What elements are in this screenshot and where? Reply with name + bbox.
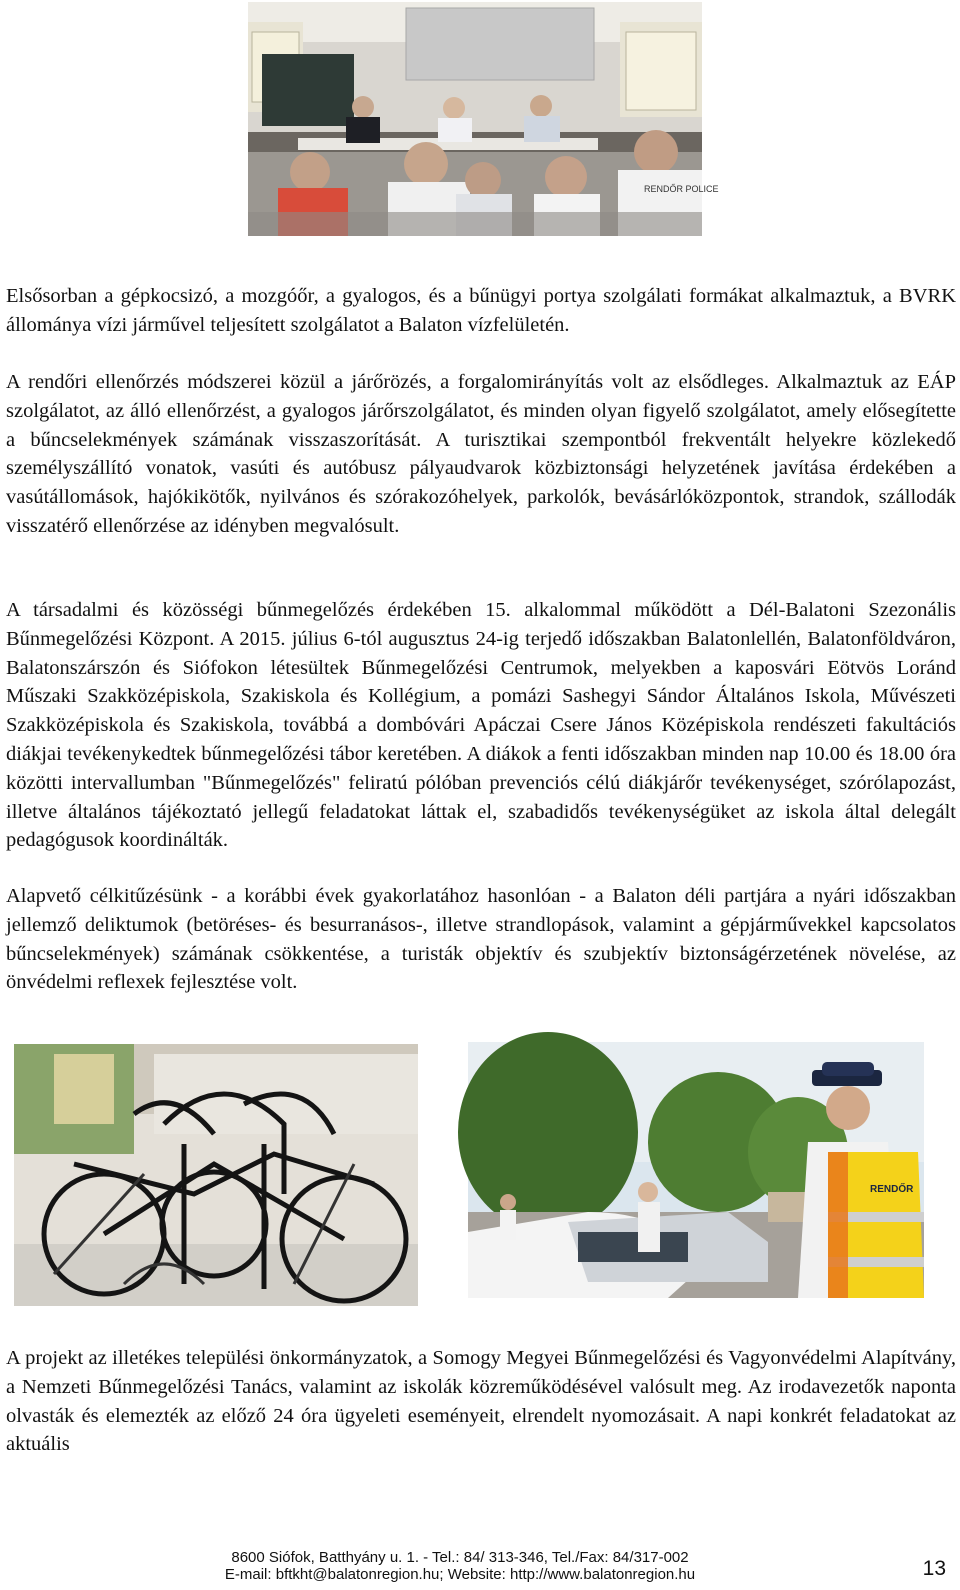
paragraph-3: A társadalmi és közösségi bűnmegelőzés érdekében 15. alkalommal működött a Dél-Balatoni Szezonális Bűnmegelőzési Központ. A 2015. július 6-tól augusztus 24-ig terjedő időszakban Balatonlellén, Balatonföldváron, Balatonszárszón és Siófokon létesültek Bűnmegelőzési Centrumok, melyekben a kaposvári Eötvös Loránd Műszaki Szakközépiskola, Szakiskola és Kollégium, a pomázi Sashegyi Sándor Általános Iskola, Művészeti Szakközépiskola és Szakiskola, továbbá a dombóvári Apáczai Csere János Középiskola rendészeti fakultációs diákjai tevékenykedtek bűnmegelőzési tábor keretében. A diákok a fenti időszakban minden nap 10.00 és 18.00 óra közötti intervallumban "Bűnmegelőzés" feliratú pólóban prevenciós célú diákjárőr tevékenységet, szórólapozást, illetve általános tájékoztató jellegű feladatokat láttak el, szabadidős tevékenységüket az iskola által delegált pedagógusok koordinálták. (6, 599, 956, 852)
meeting-photo (248, 2, 719, 236)
paragraph-5: A projekt az illetékes települési önkormányzatok, a Somogy Megyei Bűnmegelőzési és Vagyonvédelmi Alapítvány, a Nemzeti Bűnmegelőzési Tanács, valamint az iskolák közreműködésével valósult meg. Az irodavezetők naponta olvasták és elemezték az előző 24 óra ügyeleti eseményeit, elrendelt nyomozásait. A napi konkrét feladatokat az aktuális (6, 1347, 956, 1456)
paragraph-2: A rendőri ellenőrzés módszerei közül a járőrözés, a forgalomirányítás volt az elsődleges. Alkalmaztuk az EÁP szolgálatot, az álló ellenőrzést, a gyalogos járőrszolgálatot, és minden olyan figyelő szolgálatot, amely elősegítette a bűncselekmények számának visszaszorítását. A turisztikai szempontból frekventált helyekre közlekedő személyszállító vonatok, vasúti és autóbusz pályaudvarok közbiztonsági helyzetének javítása érdekében a vasútállomások, hajókikötők, nyilvános és szórakozóhelyek, parkolók, bevásárlóközpontok, strandok, szállodák visszatérő ellenőrzése az idényben megvalósult. (6, 371, 956, 537)
bicycles-photo (14, 1044, 418, 1306)
officer-vest-label: RENDŐR (870, 1184, 914, 1195)
paragraph-4: Alapvető célkitűzésünk - a korábbi évek gyakorlatához hasonlóan - a Balaton déli partjára a nyári időszakban jellemző deliktumok (betöréses- és besurranásos-, illetve strandlopások, valamint a gépjárművekkel kapcsolatos bűncselekmények) számának csökkentése, a turisták objektív és szubjektív biztonságérzetének növelése, az önvédelmi reflexek fejlesztése volt. (6, 885, 956, 994)
officer-photo (468, 1042, 924, 1298)
page-number: 13 (922, 1557, 946, 1580)
footer-contact: E-mail: bftkht@balatonregion.hu; Website: http://www.balatonregion.hu (224, 1566, 696, 1583)
page-footer (150, 1549, 770, 1583)
paragraph-1: Elsősorban a gépkocsizó, a mozgóőr, a gyalogos, és a bűnügyi portya szolgálati formákat alkalmaztuk, a BVRK állománya vízi járművel teljesített szolgálatot a Balaton vízfelületén. (6, 285, 956, 336)
footer-address: 8600 Siófok, Batthyány u. 1. - Tel.: 84/ 313-346, Tel./Fax: 84/317-002 (231, 1549, 689, 1566)
vest-label: RENDŐR POLICE (644, 184, 719, 194)
